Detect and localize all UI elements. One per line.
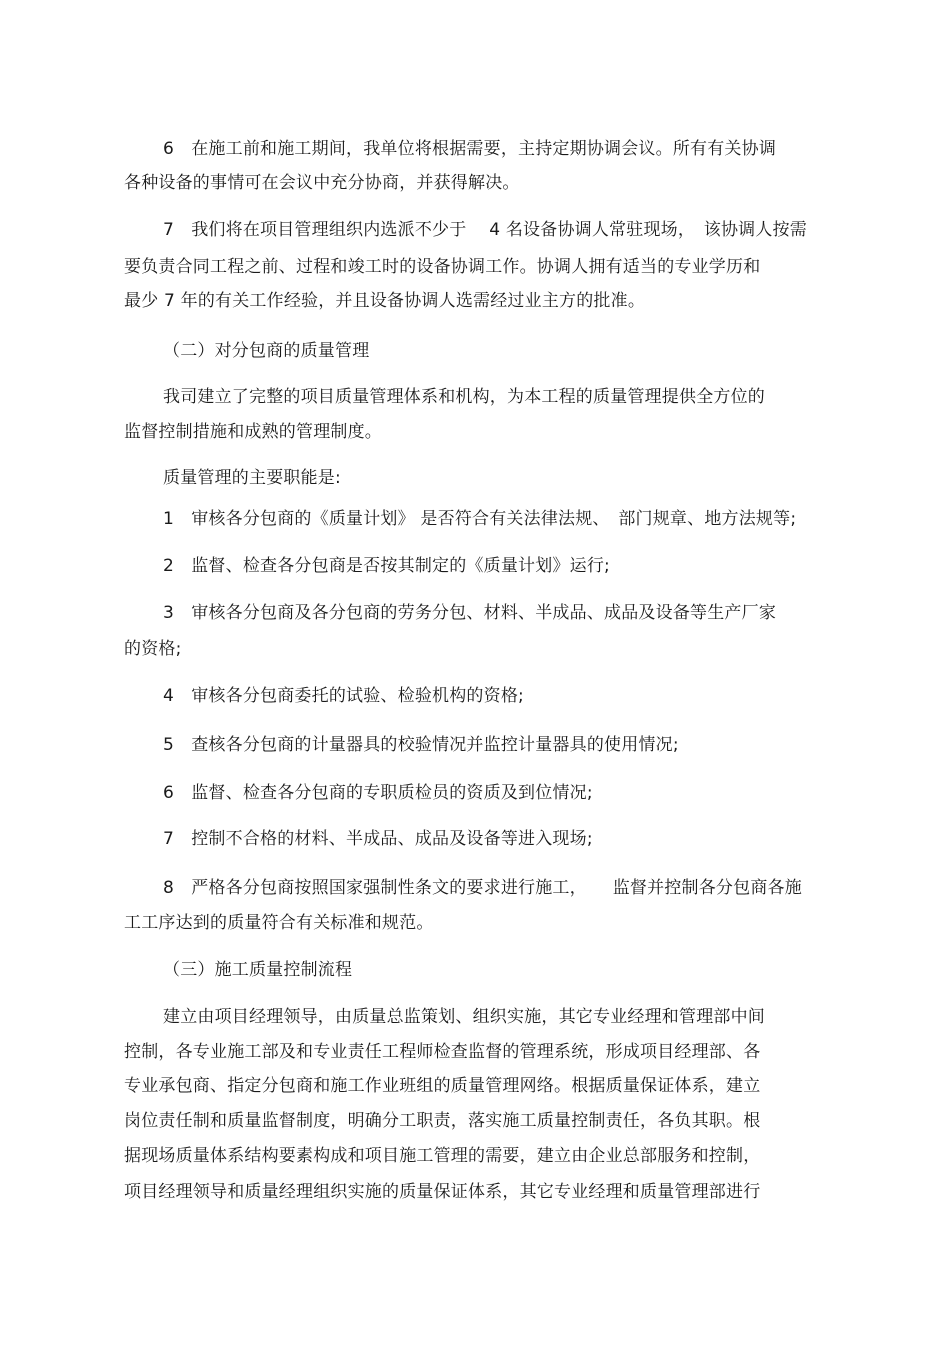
paragraph-line: 各种设备的事情可在会议中充分协商，并获得解决。 xyxy=(124,173,520,193)
list-item: 2 监督、检查各分包商是否按其制定的《质量计划》运行; xyxy=(163,556,610,576)
paragraph-line: 项目经理领导和质量经理组织实施的质量保证体系，其它专业经理和质量管理部进行 xyxy=(124,1182,761,1202)
paragraph-line: 要负责合同工程之前、过程和竣工时的设备协调工作。协调人拥有适当的专业学历和 xyxy=(124,257,761,277)
list-item: 3 审核各分包商及各分包商的劳务分包、材料、半成品、成品及设备等生产厂家 xyxy=(163,603,777,623)
list-item: 1 审核各分包商的《质量计划》 是否符合有关法律法规、 部门规章、地方法规等; xyxy=(163,509,797,529)
list-item-6-coordination-meeting: 6 在施工前和施工期间，我单位将根据需要，主持定期协调会议。所有有关协调 xyxy=(163,139,777,159)
paragraph-line: 我司建立了完整的项目质量管理体系和机构，为本工程的质量管理提供全方位的 xyxy=(163,387,765,407)
paragraph-line: 控制，各专业施工部及和专业责任工程师检查监督的管理系统，形成项目经理部、各 xyxy=(124,1042,761,1062)
list-item: 8 严格各分包商按照国家强制性条文的要求进行施工， 监督并控制各分包商各施 xyxy=(163,878,802,898)
paragraph-line: 最少 7 年的有关工作经验，并且设备协调人选需经过业主方的批准。 xyxy=(124,291,646,311)
paragraph-line: 专业承包商、指定分包商和施工作业班组的质量管理网络。根据质量保证体系，建立 xyxy=(124,1076,761,1096)
quality-functions-intro: 质量管理的主要职能是: xyxy=(163,468,341,488)
list-item-7-equipment-coordinator: 7 我们将在项目管理组织内选派不少于 4 名设备协调人常驻现场， 该协调人按需 xyxy=(163,220,807,240)
list-item: 6 监督、检查各分包商的专职质检员的资质及到位情况; xyxy=(163,783,593,803)
paragraph-line: 建立由项目经理领导，由质量总监策划、组织实施，其它专业经理和管理部中间 xyxy=(163,1007,765,1027)
paragraph-line: 工工序达到的质量符合有关标准和规范。 xyxy=(124,913,434,933)
paragraph-line: 监督控制措施和成熟的管理制度。 xyxy=(124,422,382,442)
list-item: 7 控制不合格的材料、半成品、成品及设备等进入现场; xyxy=(163,829,593,849)
paragraph-line: 据现场质量体系结构要素构成和项目施工管理的需要，建立由企业总部服务和控制， xyxy=(124,1146,761,1166)
list-item: 5 查核各分包商的计量器具的校验情况并监控计量器具的使用情况; xyxy=(163,735,679,755)
paragraph-line: 的资格; xyxy=(124,639,182,659)
paragraph-line: 岗位责任制和质量监督制度，明确分工职责，落实施工质量控制责任，各负其职。根 xyxy=(124,1111,761,1131)
section-heading-subcontractor-quality: （二）对分包商的质量管理 xyxy=(163,341,370,361)
list-item: 4 审核各分包商委托的试验、检验机构的资格; xyxy=(163,686,524,706)
section-heading-quality-control-flow: （三）施工质量控制流程 xyxy=(163,960,353,980)
